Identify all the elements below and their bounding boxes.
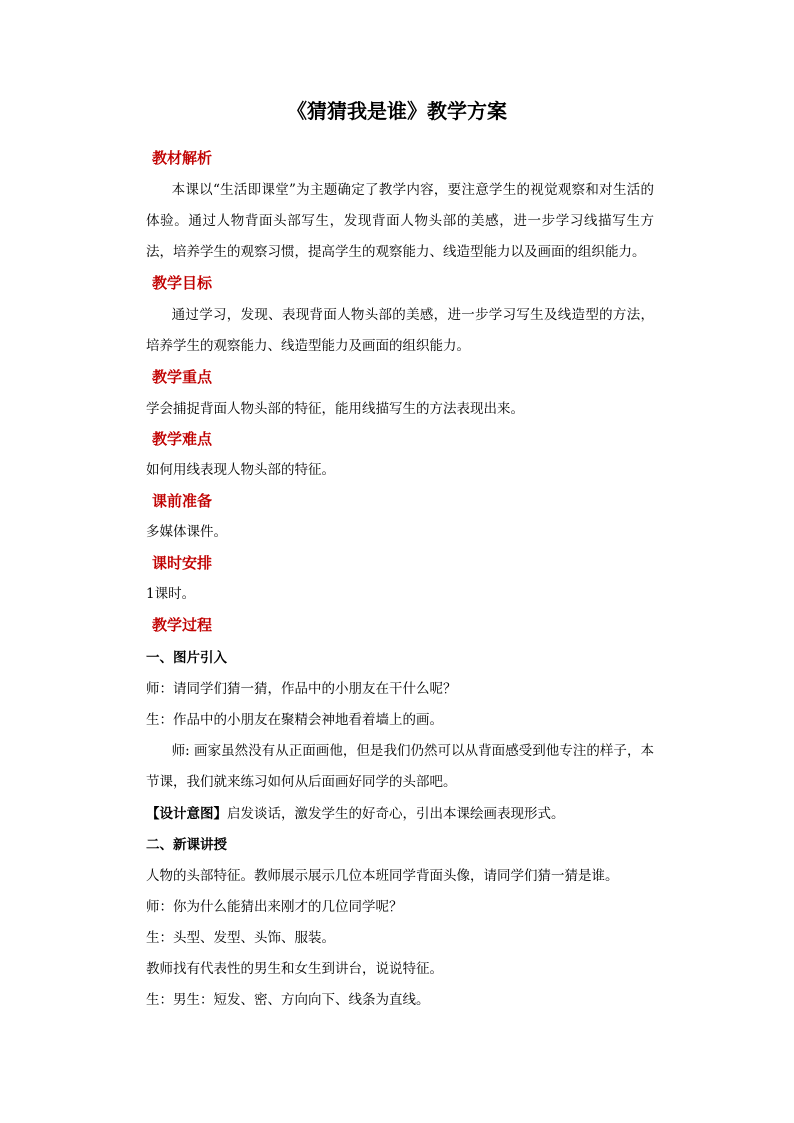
paragraph-schedule: 1课时。 (146, 586, 196, 602)
paragraph-analysis: 本课以“生活即课堂”为主题确定了教学内容，要注意学生的视觉观察和对生活的体验。通过人物背面头部写生，发现背面人物头部的美感，进一步学习线描写生方法，培养学生的观察习惯，提高学生的观察能力、线造型能力以及画面的组织能力。 (146, 182, 654, 260)
lesson-line: 教师找有代表性的男生和女生到讲台，说说特征。 (146, 961, 443, 977)
dialogue-line: 师：请同学们猜一猜，作品中的小朋友在干什么呢？ (146, 681, 457, 697)
paragraph-preparation: 多媒体课件。 (146, 524, 227, 540)
design-intent-label: 【设计意图】 (146, 806, 227, 822)
dialogue-line: 师：你为什么能猜出来刚才的几位同学呢？ (146, 899, 403, 915)
paragraph-difficulties: 如何用线表现人物头部的特征。 (146, 462, 335, 478)
heading-difficulties: 教学难点 (152, 430, 213, 448)
heading-analysis: 教材解析 (152, 149, 213, 167)
heading-preparation: 课前准备 (152, 492, 213, 510)
document-title: 《猜猜我是谁》教学方案 (287, 99, 507, 123)
design-intent (146, 804, 565, 824)
paragraph-goals: 通过学习，发现、表现背面人物头部的美感，进一步学习写生及线造型的方法，培养学生的观察能力、线造型能力及画面的组织能力。 (146, 307, 654, 354)
heading-process: 教学过程 (152, 616, 213, 634)
subheading-new-lesson: 二、新课讲授 (146, 837, 227, 853)
subheading-picture-intro: 一、图片引入 (146, 650, 227, 666)
dialogue-line: 生：头型、发型、头饰、服装。 (146, 930, 335, 946)
design-intent-text: 启发谈话，激发学生的好奇心，引出本课绘画表现形式。 (227, 806, 565, 822)
heading-key-points: 教学重点 (152, 368, 213, 386)
dialogue-paragraph: 师: 画家虽然没有从正面画他，但是我们仍然可以从背面感受到他专注的样子，本节课，我们就来练习如何从后面画好同学的头部吧。 (146, 743, 654, 790)
heading-schedule: 课时安排 (152, 554, 213, 572)
dialogue-line: 生：作品中的小朋友在聚精会神地看着墙上的画。 (146, 712, 443, 728)
heading-goals: 教学目标 (152, 274, 213, 292)
lesson-line: 人物的头部特征。教师展示展示几位本班同学背面头像，请同学们猜一猜是谁。 (146, 868, 619, 884)
paragraph-key-points: 学会捕捉背面人物头部的特征，能用线描写生的方法表现出来。 (146, 401, 524, 417)
dialogue-line: 生：男生：短发、密、方向向下、线条为直线。 (146, 992, 430, 1008)
